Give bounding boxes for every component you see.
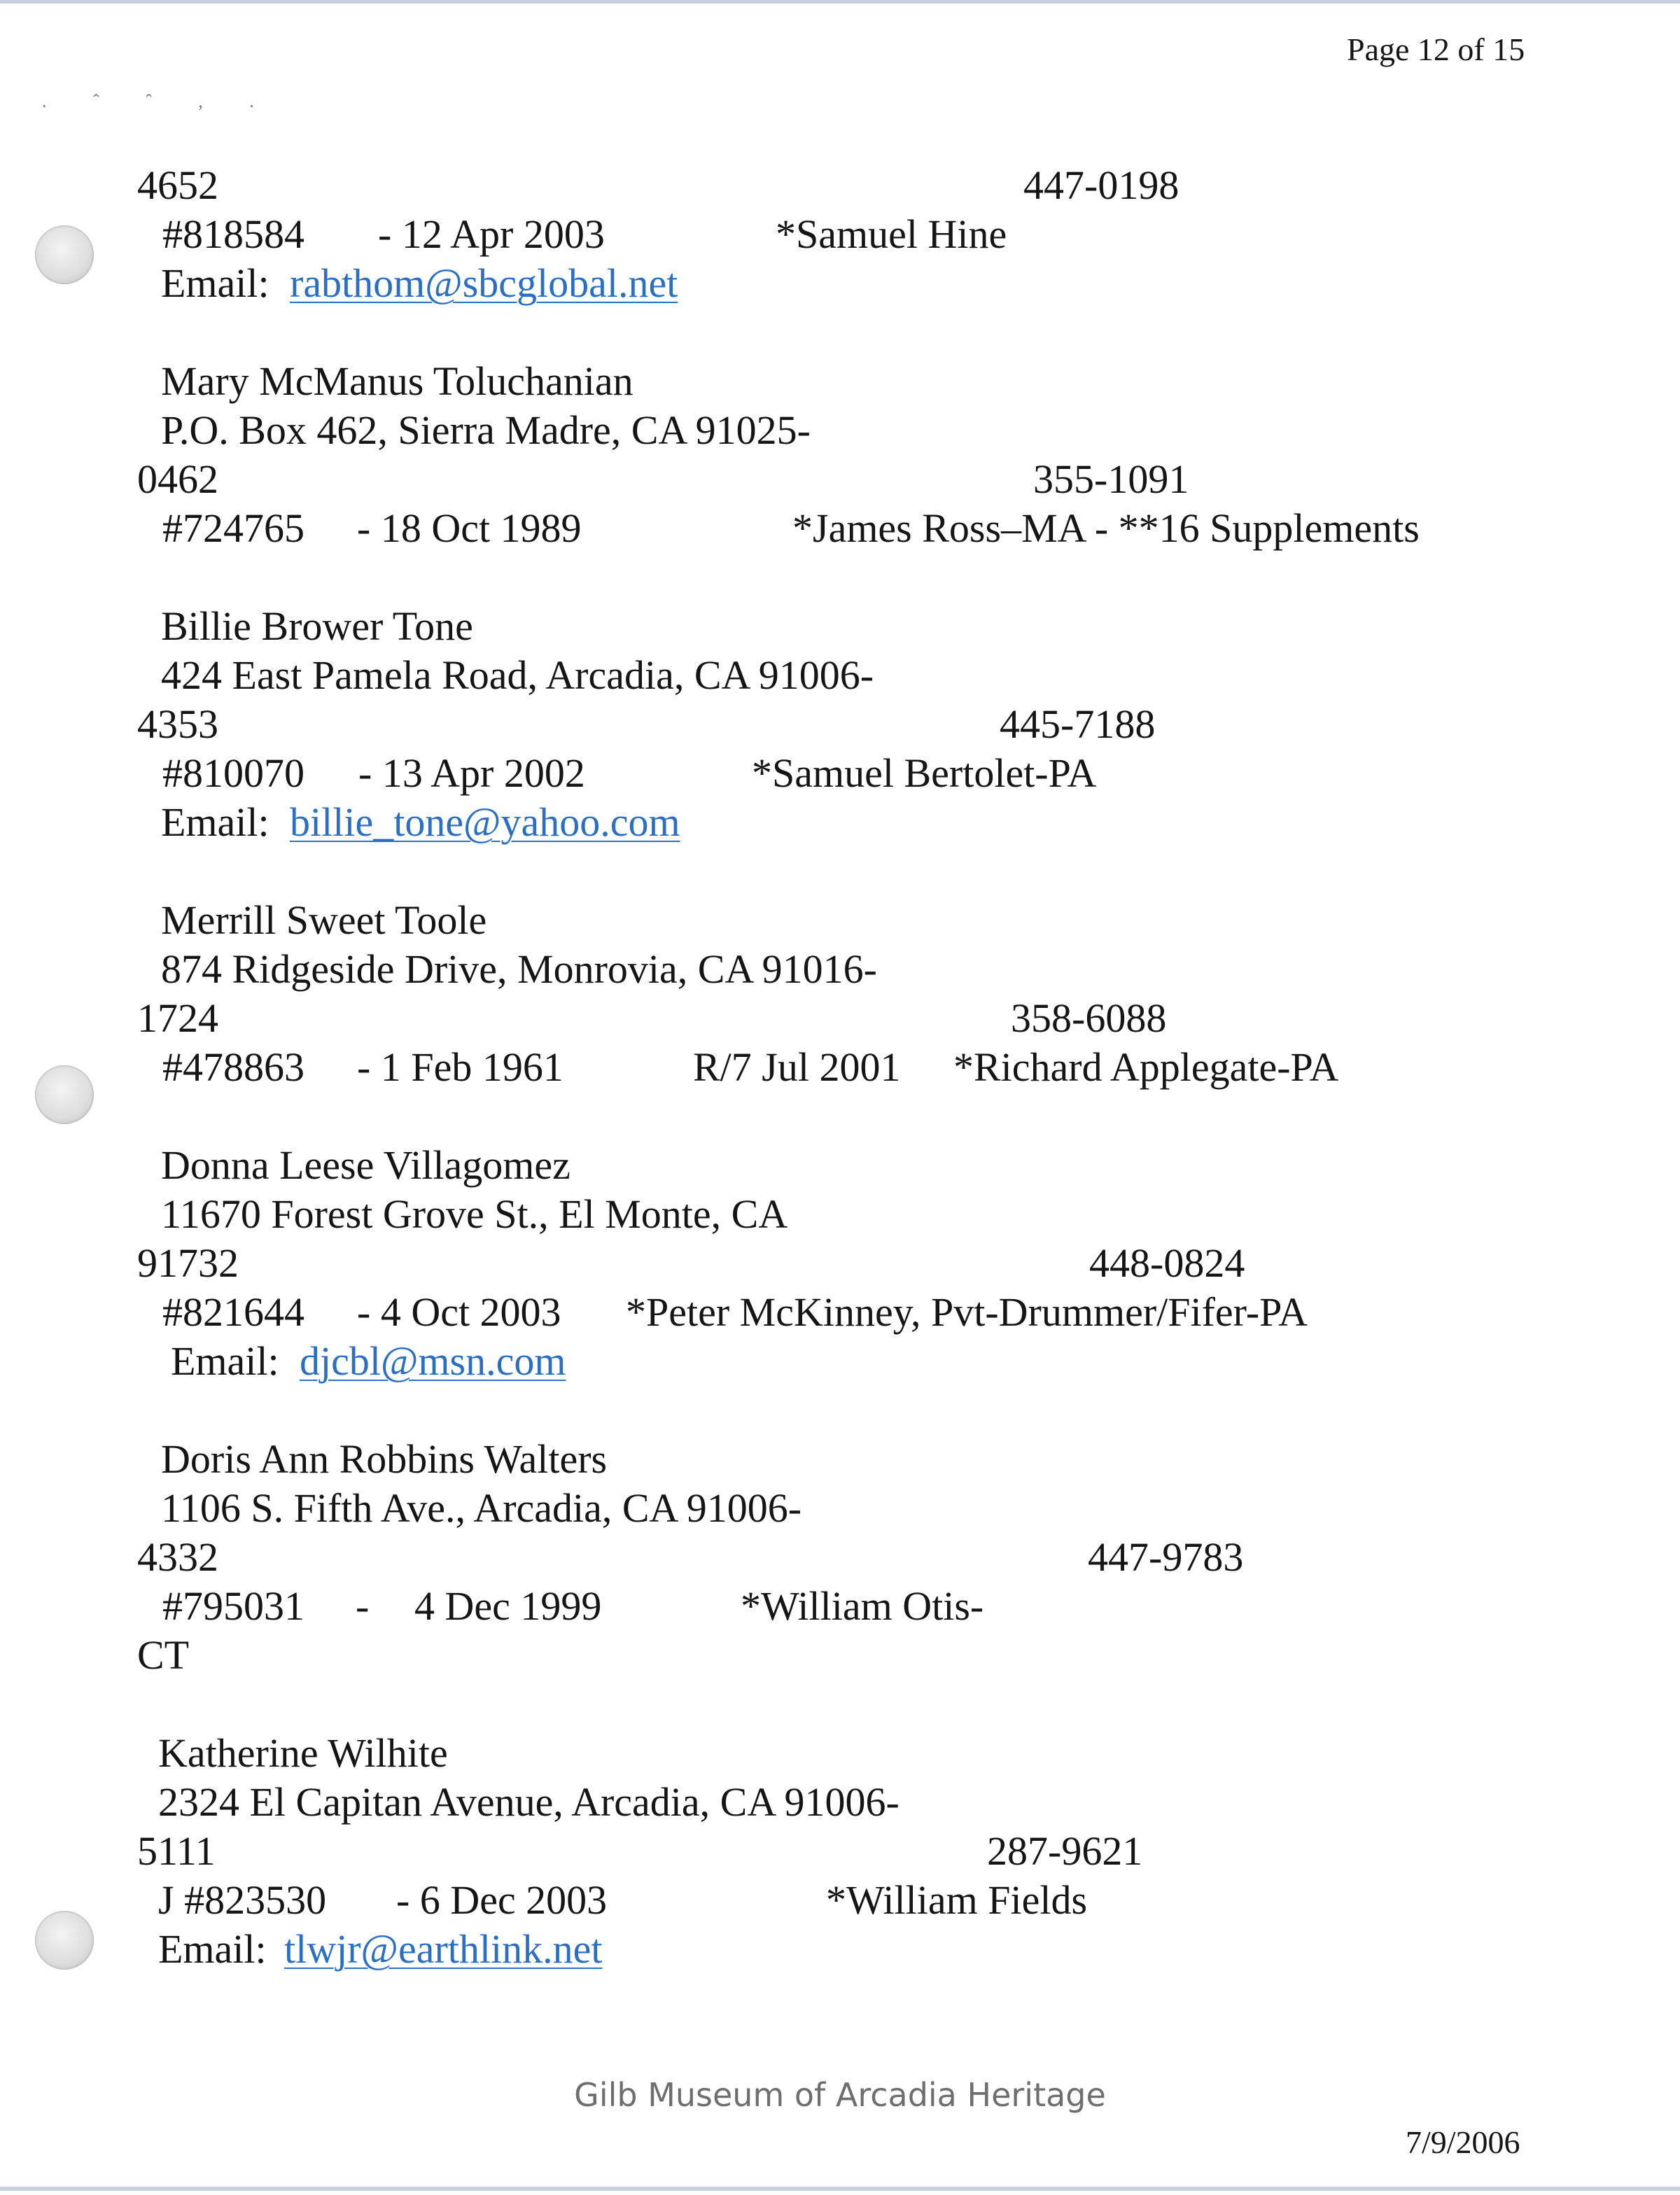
zip-continuation: 4332 [137, 1534, 218, 1580]
page-number: Page 12 of 15 [1347, 31, 1525, 67]
phone-number: 287-9621 [987, 1828, 1143, 1874]
admission-date: - 1 Feb 1961 [357, 1044, 564, 1090]
zip-continuation: 0462 [137, 456, 218, 502]
address: 11670 Forest Grove St., El Monte, CA [161, 1191, 788, 1237]
museum-watermark: Gilb Museum of Arcadia Heritage [574, 2076, 1106, 2114]
admission-date: - 4 Oct 2003 [357, 1289, 561, 1335]
zip-continuation: 5111 [137, 1828, 216, 1874]
email-link[interactable]: billie_tone@yahoo.com [290, 799, 680, 845]
admission-date: - 13 Apr 2002 [358, 750, 585, 796]
member-name: Katherine Wilhite [158, 1730, 448, 1776]
ancestor: *Richard Applegate-PA [953, 1044, 1339, 1090]
ancestor: *James Ross–MA - **16 Supplements [792, 505, 1420, 551]
address: P.O. Box 462, Sierra Madre, CA 91025- [161, 407, 811, 453]
email-link[interactable]: djcbl@msn.com [300, 1338, 566, 1384]
member-number: #810070 [162, 750, 304, 796]
email-label: Email: [171, 1338, 279, 1384]
scan-top-edge [0, 0, 1680, 3]
admission-date: - 12 Apr 2003 [378, 211, 605, 257]
member-number: #724765 [162, 505, 304, 551]
member-number: #795031 [162, 1583, 304, 1629]
member-number: #818584 [162, 211, 304, 257]
zip-continuation: 91732 [137, 1240, 239, 1286]
admission-date: 4 Dec 1999 [414, 1583, 602, 1629]
address: 1106 S. Fifth Ave., Arcadia, CA 91006- [161, 1485, 802, 1531]
phone-number: 355-1091 [1033, 456, 1189, 502]
scan-specks: . ˆ ˆ , . [42, 91, 275, 111]
scan-bottom-edge [0, 2187, 1680, 2191]
address: 2324 El Capitan Avenue, Arcadia, CA 91006- [158, 1779, 899, 1825]
footer-date: 7/9/2006 [1406, 2124, 1520, 2160]
reinstatement-date: R/7 Jul 2001 [693, 1044, 901, 1090]
phone-number: 447-9783 [1088, 1534, 1244, 1580]
ancestor-state-wrap: CT [137, 1632, 190, 1678]
zip-continuation: 4353 [137, 701, 218, 747]
zip-continuation: 1724 [137, 995, 218, 1041]
ancestor: *Peter McKinney, Pvt-Drummer/Fifer-PA [626, 1289, 1308, 1335]
admission-date: - 18 Oct 1989 [357, 505, 582, 551]
member-name: Billie Brower Tone [161, 603, 473, 649]
punch-hole-top [35, 225, 94, 284]
email-label: Email: [158, 1926, 267, 1972]
address: 874 Ridgeside Drive, Monrovia, CA 91016- [161, 946, 877, 992]
email-link[interactable]: tlwjr@earthlink.net [284, 1926, 603, 1972]
email-link[interactable]: rabthom@sbcglobal.net [290, 260, 678, 306]
email-label: Email: [161, 260, 270, 306]
member-number: J #823530 [158, 1877, 327, 1923]
phone-number: 445-7188 [1000, 701, 1156, 747]
phone-number: 447-0198 [1023, 162, 1180, 208]
member-number: #478863 [162, 1044, 304, 1090]
ancestor: *Samuel Bertolet-PA [752, 750, 1097, 796]
date-dash: - [356, 1583, 370, 1629]
member-name: Doris Ann Robbins Walters [161, 1436, 608, 1482]
ancestor: *William Otis- [741, 1583, 984, 1629]
admission-date: - 6 Dec 2003 [396, 1877, 608, 1923]
ancestor: *Samuel Hine [776, 211, 1007, 257]
email-label: Email: [161, 799, 270, 845]
phone-number: 448-0824 [1089, 1240, 1245, 1286]
zip-continuation: 4652 [137, 162, 218, 208]
member-number: #821644 [162, 1289, 304, 1335]
address: 424 East Pamela Road, Arcadia, CA 91006- [161, 652, 874, 698]
punch-hole-middle [35, 1065, 94, 1124]
punch-hole-bottom [35, 1911, 94, 1970]
member-name: Donna Leese Villagomez [161, 1142, 570, 1188]
member-name: Mary McManus Toluchanian [161, 358, 634, 404]
phone-number: 358-6088 [1011, 995, 1167, 1041]
ancestor: *William Fields [826, 1877, 1088, 1923]
member-name: Merrill Sweet Toole [161, 897, 487, 943]
